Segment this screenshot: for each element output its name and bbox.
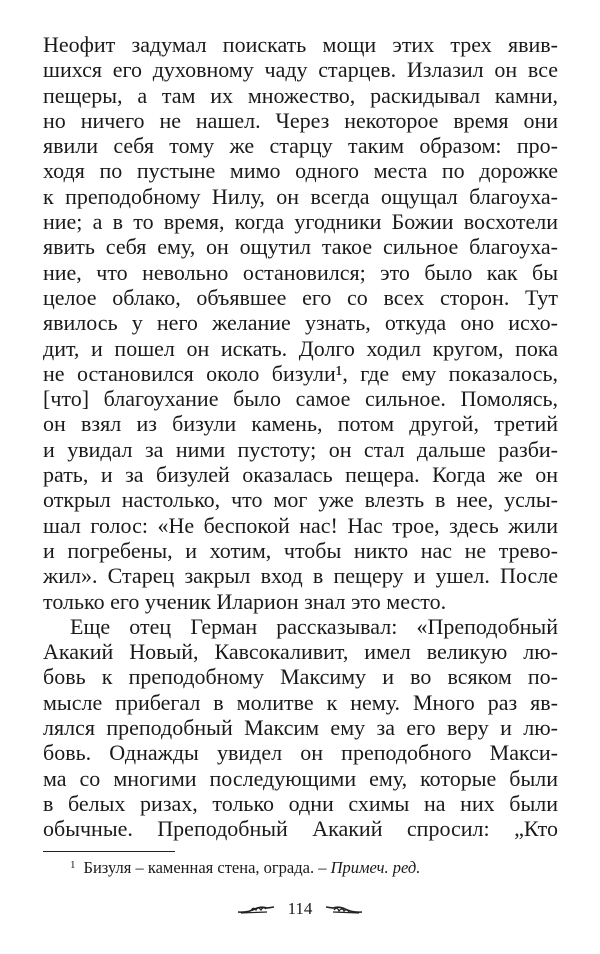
text-line: обычные. Преподобный Акакий спросил: „Кто (43, 816, 558, 842)
footnote (70, 858, 420, 878)
text-line: шихся его духовному чаду старцев. Излазил он все (43, 57, 558, 83)
paragraph-2 (43, 614, 558, 842)
text-line: дит, и пошел он искать. Долго ходил кругом, пока (43, 335, 558, 361)
page-number: 114 (287, 899, 313, 919)
text-line: бовь к преподобному Максиму и во всяком по- (43, 664, 558, 690)
text-line: только его ученик Иларион знал это место. (43, 588, 447, 614)
text-line: лялся преподобный Максим ему за его веру и лю- (43, 715, 558, 741)
text-line: к преподобному Нилу, он всегда ощущал благоуха- (43, 183, 558, 209)
flourish-right-icon (325, 903, 363, 915)
text-line: пещеры, а там их множество, раскидывал камни, (43, 82, 558, 108)
text-line: Акакий Новый, Кавсокаливит, имел великую лю- (43, 639, 558, 665)
text-line: целое облако, объявшее его со всех сторон. Тут (43, 284, 558, 310)
text-line: ходя по пустыне мимо одного места по дорожке (43, 158, 558, 184)
text-line: мысле прибегал в молитве к нему. Много раз яв- (43, 689, 558, 715)
text-line: не остановился около бизули¹, где ему показалось, (43, 360, 558, 386)
text-line: но ничего не нашел. Через некоторое время они (43, 107, 558, 133)
text-line: явилось у него желание узнать, откуда оно исхо- (43, 310, 558, 336)
page-number-footer (0, 898, 600, 919)
paragraph-1 (43, 32, 558, 614)
text-line: Неофит задумал поискать мощи этих трех явив- (43, 32, 558, 57)
text-line: ма со многими последующими ему, которые были (43, 765, 558, 791)
text-line: он взял из бизули камень, потом другой, третий (43, 411, 558, 437)
text-line: Еще отец Герман рассказывал: «Преподобный (70, 613, 558, 639)
text-line: в белых ризах, только одни схимы на них были (43, 790, 558, 816)
text-line: и погребены, и хотим, чтобы никто нас не трево- (43, 537, 558, 563)
text-line: [что] благоухание было самое сильное. Помолясь, (43, 386, 558, 412)
text-line: и увидал за ними пустоту; он стал дальше разби- (43, 436, 558, 462)
footnote-divider (43, 851, 175, 852)
text-line: открыл настолько, что мог уже влезть в нее, услы- (43, 487, 558, 513)
text-line: явить себя ему, он ощутил такое сильное благоуха- (43, 234, 558, 260)
text-line: рать, и за бизулей оказалась пещера. Когда же он (43, 462, 558, 488)
text-line: ние; а в то время, когда угодники Божии восхотели (43, 209, 558, 235)
text-line: шал голос: «Не беспокой нас! Нас трое, здесь жили (43, 512, 558, 538)
text-line: явили себя тому же старцу таким образом: про- (43, 133, 558, 159)
footnote-editor-note: Примеч. ред. (330, 858, 421, 877)
text-line: бовь. Однажды увидел он преподобного Макси- (43, 740, 558, 766)
footnote-marker: 1 (70, 859, 76, 871)
flourish-left-icon (237, 903, 275, 915)
footnote-text: Бизуля – каменная стена, ограда. – (83, 858, 331, 877)
text-line: жил». Старец закрыл вход в пещеру и ушел. После (43, 563, 558, 589)
body-text (43, 32, 558, 842)
text-line: ние, что невольно остановился; это было как бы (43, 259, 558, 285)
